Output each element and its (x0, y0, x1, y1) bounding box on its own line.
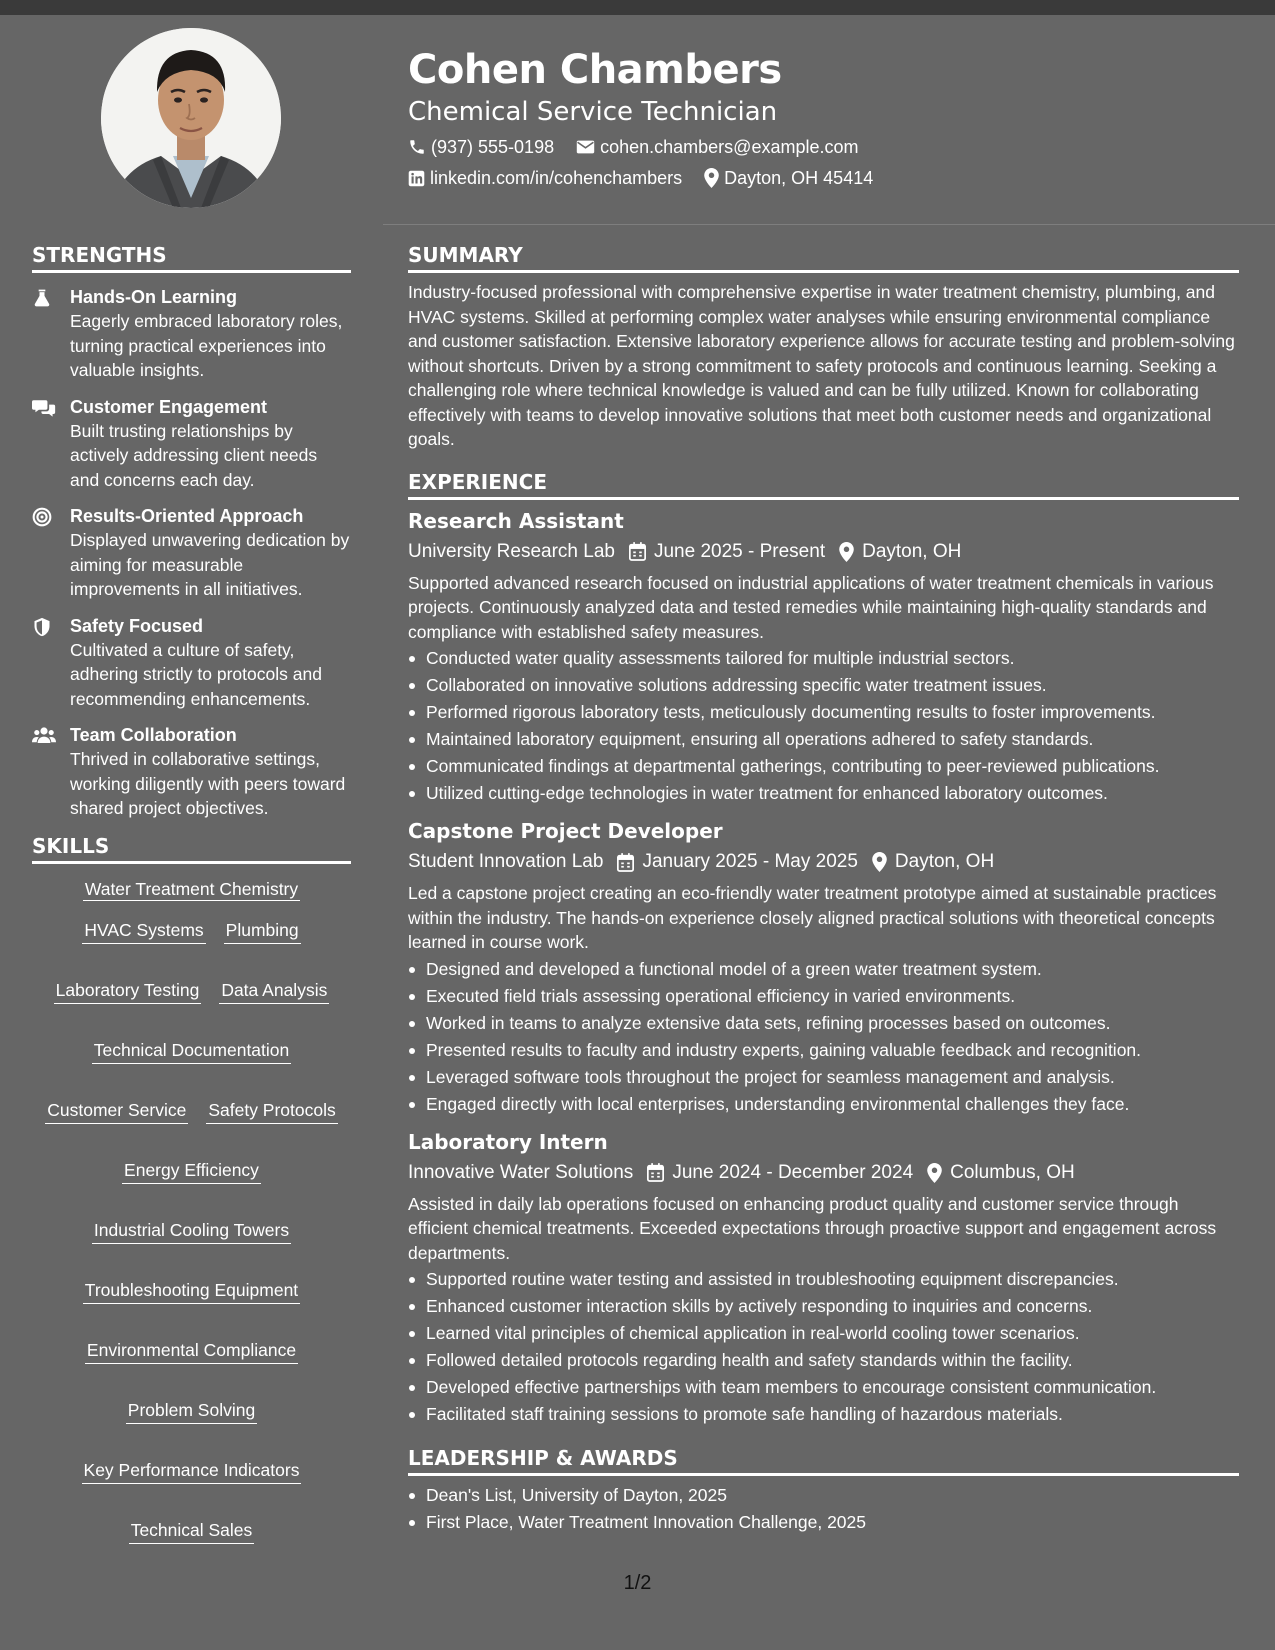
job-org: University Research Lab (408, 540, 615, 562)
contact-row-1 (408, 135, 1248, 159)
map-pin-icon (704, 168, 719, 188)
strength-title: Hands-On Learning (70, 287, 238, 307)
job-location: Dayton, OH (894, 851, 995, 872)
strength-desc: Thrived in collaborative settings, working diligently with peers toward shared project objectives. (70, 749, 346, 818)
awards-list (408, 1482, 1239, 1536)
skill-row (34, 877, 349, 901)
contact-location (704, 166, 873, 190)
skill-tag: Technical Documentation (92, 1038, 292, 1064)
map-pin-icon (839, 542, 854, 562)
email-text[interactable]: cohen.chambers@example.com (600, 137, 859, 157)
profile-photo (101, 28, 281, 208)
list-item: Executed field trials assessing operational efficiency in varied environments. (408, 983, 1239, 1010)
left-column (32, 242, 351, 1544)
awards-heading: LEADERSHIP & AWARDS (408, 1445, 1239, 1476)
list-item: Leveraged software tools throughout the project for seamless management and analysis. (408, 1064, 1239, 1091)
strength-title: Team Collaboration (70, 725, 237, 745)
linkedin-text[interactable]: linkedin.com/in/cohenchambers (430, 168, 683, 188)
skill-tag: Technical Sales (129, 1518, 255, 1544)
job-meta (408, 1160, 1239, 1186)
calendar-icon (647, 1163, 664, 1182)
strength-item (32, 285, 351, 383)
strengths-heading: STRENGTHS (32, 242, 351, 273)
summary-text: Industry-focused professional with comprehensive expertise in water treatment chemistry, plumbing, and HVAC systems. Skilled at performing complex water analyses while ensuring environmental compliance and customer satisfaction. Extensive laboratory experience allows for accurate testing and problem-solving without shortcuts. Driven by a strong commitment to safety protocols and continuous learning. Seeking a challenging role where technical knowledge is valued and can be fully utilized. Known for collaborating effectively with teams to develop innovative solutions that meet both customer needs and organizational goals. (408, 282, 1235, 449)
job-title: Laboratory Intern (408, 1129, 608, 1154)
header-divider (383, 224, 1275, 225)
skill-tag: Safety Protocols (206, 1098, 337, 1124)
candidate-title: Chemical Service Technician (408, 97, 778, 127)
map-pin-icon (927, 1163, 942, 1183)
skill-tag: Customer Service (45, 1098, 188, 1124)
skill-tag: Plumbing (224, 918, 301, 944)
list-item: Communicated findings at departmental gatherings, contributing to peer-reviewed publications. (408, 753, 1239, 780)
list-item: Designed and developed a functional model of a green water treatment system. (408, 956, 1239, 983)
list-item: Performed rigorous laboratory tests, meticulously documenting results to foster improvements. (408, 699, 1239, 726)
candidate-name: Cohen Chambers (408, 47, 782, 93)
job-bullets (408, 1266, 1239, 1428)
job-description: Assisted in daily lab operations focused on enhancing product quality and customer service through efficient chemical treatments. Exceeded expectations through proactive support and engagement across departments. (408, 1193, 1217, 1263)
location-text: Dayton, OH 45414 (724, 168, 874, 188)
skill-tag: Troubleshooting Equipment (83, 1278, 300, 1304)
strength-item (32, 504, 351, 602)
contact-row-2 (408, 166, 1248, 190)
list-item: Developed effective partnerships with team members to encourage consistent communication. (408, 1374, 1239, 1401)
job-title: Capstone Project Developer (408, 819, 723, 843)
list-item: Followed detailed protocols regarding health and safety standards within the facility. (408, 1347, 1239, 1374)
list-item: Conducted water quality assessments tailored for multiple industrial sectors. (408, 645, 1239, 672)
job-entry (408, 818, 1239, 1118)
job-description: Supported advanced research focused on industrial applications of water treatment chemicals in various projects. Continuously analyzed data and tested remedies while maintaining high-quality standards and compliance with established safety measures. (408, 572, 1214, 642)
skill-tag: Laboratory Testing (54, 978, 202, 1004)
avatar-icon (101, 28, 281, 208)
contact-linkedin[interactable] (408, 166, 682, 190)
job-bullets (408, 645, 1239, 807)
strength-item (32, 723, 351, 821)
resume-header (408, 44, 1248, 190)
flask-icon (32, 288, 52, 308)
top-bar (0, 0, 1275, 15)
list-item: First Place, Water Treatment Innovation Challenge, 2025 (408, 1509, 1239, 1536)
skill-tag: Water Treatment Chemistry (84, 878, 299, 899)
target-icon (32, 507, 52, 527)
job-location: Dayton, OH (862, 540, 962, 562)
strength-desc: Cultivated a culture of safety, adhering strictly to protocols and recommending enhancements. (70, 639, 322, 709)
job-description: Led a capstone project creating an eco-friendly water treatment prototype aimed at sustainable practices within the industry. The hands-on experience closely aligned practical solutions with theoretical concepts learned in course work. (408, 883, 1217, 952)
job-dates: June 2024 - December 2024 (672, 1161, 914, 1183)
list-item: Enhanced customer interaction skills by actively responding to inquiries and concerns. (408, 1293, 1239, 1320)
envelope-icon (576, 139, 595, 155)
calendar-icon (617, 853, 634, 872)
list-item: Maintained laboratory equipment, ensuring all operations adhered to safety standards. (408, 726, 1239, 753)
contact-phone (408, 135, 554, 159)
strength-item (32, 614, 351, 712)
skills-list (32, 877, 351, 1544)
awards-section (408, 1445, 1239, 1536)
list-item: Learned vital principles of chemical application in real-world cooling tower scenarios. (408, 1320, 1239, 1347)
users-icon (32, 726, 56, 744)
experience-section (408, 469, 1239, 1429)
list-item: Presented results to faculty and industry experts, gaining valuable feedback and recognition. (408, 1037, 1239, 1064)
list-item: Supported routine water testing and assisted in troubleshooting equipment discrepancies. (408, 1266, 1239, 1293)
job-org: Innovative Water Solutions (408, 1161, 634, 1183)
skill-tag: HVAC Systems (82, 918, 205, 944)
summary-heading: SUMMARY (408, 242, 1239, 273)
map-pin-icon (872, 852, 887, 872)
strength-desc: Displayed unwavering dedication by aiming for measurable improvements in all initiatives. (70, 530, 350, 599)
skill-tag: Key Performance Indicators (82, 1458, 302, 1484)
skill-tag: Environmental Compliance (85, 1338, 298, 1364)
job-location: Columbus, OH (950, 1161, 1075, 1183)
job-dates: June 2025 - Present (653, 540, 826, 562)
skills-heading: SKILLS (32, 833, 351, 864)
page-number: 1/2 (623, 1572, 652, 1594)
job-bullets (408, 956, 1239, 1118)
contact-email[interactable] (576, 135, 858, 159)
skill-tag: Industrial Cooling Towers (92, 1218, 291, 1244)
strength-item (32, 395, 351, 493)
job-title: Research Assistant (408, 508, 624, 533)
strength-desc: Eagerly embraced laboratory roles, turning practical experiences into valuable insights. (70, 311, 343, 380)
calendar-icon (629, 542, 646, 561)
list-item: Facilitated staff training sessions to promote safe handling of hazardous materials. (408, 1401, 1239, 1428)
strength-title: Customer Engagement (70, 396, 268, 417)
job-meta (408, 849, 1239, 875)
job-dates: January 2025 - May 2025 (642, 851, 858, 872)
strength-title: Safety Focused (70, 615, 204, 636)
job-org: Student Innovation Lab (408, 851, 604, 872)
job-meta (408, 539, 1239, 565)
shield-icon (32, 617, 52, 637)
job-entry (408, 1129, 1239, 1429)
list-item: Worked in teams to analyze extensive data sets, refining processes based on outcomes. (408, 1010, 1239, 1037)
skill-tag: Energy Efficiency (122, 1158, 261, 1184)
list-item: Utilized cutting-edge technologies in water treatment for enhanced laboratory outcomes. (408, 780, 1239, 807)
strength-title: Results-Oriented Approach (70, 506, 304, 526)
list-item: Engaged directly with local enterprises, understanding environmental challenges they face. (408, 1091, 1239, 1118)
phone-text: (937) 555-0198 (431, 137, 555, 157)
linkedin-icon (408, 170, 425, 187)
job-entry (408, 508, 1239, 808)
chat-bubbles-icon (32, 398, 56, 418)
list-item: Dean's List, University of Dayton, 2025 (408, 1482, 1239, 1509)
skill-tag: Data Analysis (219, 978, 329, 1004)
phone-icon (408, 138, 426, 156)
experience-heading: EXPERIENCE (408, 469, 1239, 500)
skill-tag: Problem Solving (126, 1398, 257, 1424)
strength-desc: Built trusting relationships by actively addressing client needs and concerns each day. (70, 420, 318, 490)
list-item: Collaborated on innovative solutions addressing specific water treatment issues. (408, 672, 1239, 699)
right-column (408, 242, 1239, 1536)
skills-section (32, 833, 351, 1544)
